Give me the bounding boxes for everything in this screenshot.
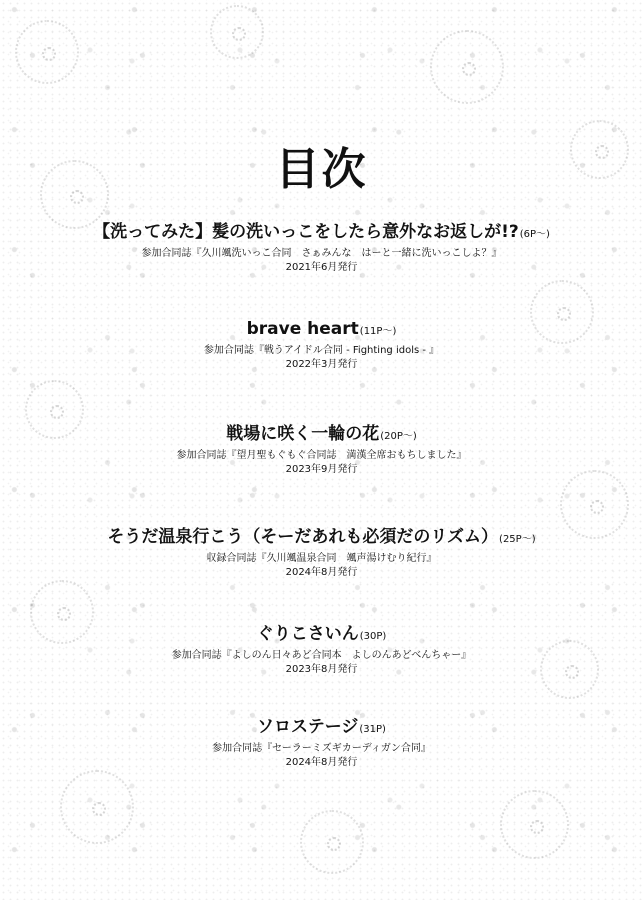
toc-entry-title: ぐりこさいん bbox=[256, 624, 359, 644]
toc-entry bbox=[0, 525, 643, 580]
toc-entry bbox=[0, 422, 643, 477]
toc-entry-title-line bbox=[0, 622, 643, 649]
background-flower bbox=[60, 770, 134, 844]
toc-entry-source: 参加合同誌『戦うアイドル合同 - Fighting idols - 』 bbox=[203, 345, 440, 356]
toc-entry-source: 参加合同誌『久川颯洗いっこ合同 さぁみんな はーと一緒に洗いっこしよ？』 bbox=[141, 248, 502, 259]
toc-entry-source: 収録合同誌『久川颯温泉合同 颯声湯けむり紀行』 bbox=[206, 553, 437, 564]
background-flower bbox=[300, 810, 364, 874]
toc-entry bbox=[0, 622, 643, 677]
toc-entry-title-line bbox=[0, 317, 643, 344]
toc-entry-title: 【洗ってみた】髪の洗いっこをしたら意外なお返しが!? bbox=[93, 222, 519, 242]
toc-entry-title: 戦場に咲く一輪の花 bbox=[226, 424, 380, 444]
toc-entry-date: 2022年3月発行 bbox=[285, 359, 358, 370]
background-flower bbox=[430, 30, 504, 104]
toc-entry-date: 2021年6月発行 bbox=[285, 262, 358, 273]
toc-entry bbox=[0, 715, 643, 770]
toc-entry-pages: (6P〜) bbox=[519, 229, 550, 240]
toc-entry-title: そうだ温泉行こう（そーだあれも必須だのリズム） bbox=[107, 527, 499, 547]
toc-entry-pages: (25P〜) bbox=[499, 534, 536, 545]
toc-entry bbox=[0, 317, 643, 372]
toc-entry-pages: (30P) bbox=[359, 631, 387, 642]
toc-entry-title-line bbox=[0, 715, 643, 742]
toc-entry-pages: (11P〜) bbox=[359, 326, 397, 337]
toc-entry-date: 2024年8月発行 bbox=[285, 567, 358, 578]
toc-entry-title: ソロステージ bbox=[257, 717, 359, 737]
toc-entry-pages: (20P〜) bbox=[380, 431, 417, 442]
background-flower bbox=[500, 790, 569, 859]
background-flower bbox=[210, 5, 264, 59]
toc-entry-title-line bbox=[0, 525, 643, 552]
toc-entry-title: brave heart bbox=[246, 319, 359, 339]
page-title: 目次 bbox=[275, 144, 368, 195]
toc-entry-date: 2024年8月発行 bbox=[285, 757, 358, 768]
toc-entry-source: 参加合同誌『よしのん日々あど合同本 よしのんあどべんちゃー』 bbox=[171, 650, 472, 661]
toc-entry-source: 参加合同誌『望月聖もぐもぐ合同誌 満漢全席おもちしました』 bbox=[176, 450, 467, 461]
toc-entry bbox=[0, 220, 643, 275]
background-flower bbox=[15, 20, 79, 84]
toc-entry-title-line bbox=[0, 422, 643, 449]
toc-entry-source: 参加合同誌『セーラーミズギカーディガン合同』 bbox=[212, 743, 431, 754]
toc-entry-pages: (31P) bbox=[359, 724, 386, 735]
toc-entry-date: 2023年9月発行 bbox=[285, 464, 358, 475]
toc-entry-date: 2023年8月発行 bbox=[285, 664, 358, 675]
toc-entry-title-line bbox=[0, 220, 643, 247]
